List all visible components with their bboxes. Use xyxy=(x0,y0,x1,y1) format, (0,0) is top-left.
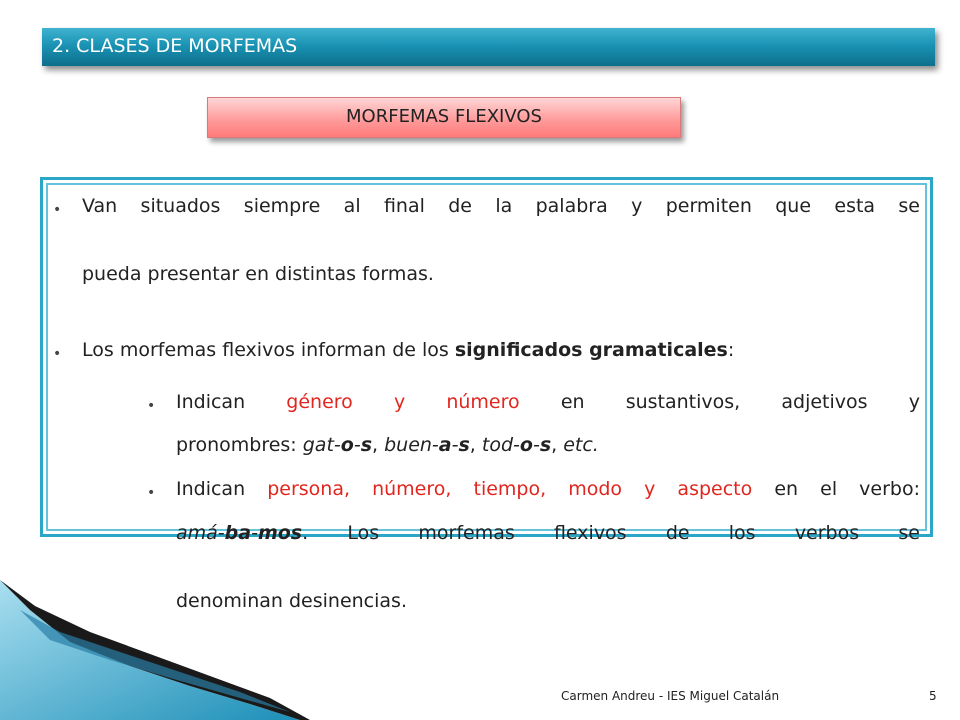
sub-bullet-2-line-3: denominan desinencias. xyxy=(176,590,407,612)
example-morpheme: s xyxy=(539,434,552,456)
bullet-2-bold: significados gramaticales xyxy=(454,339,728,361)
period: . xyxy=(302,522,309,544)
sub-bullet-dot: • xyxy=(147,485,156,501)
bullet-2 xyxy=(82,339,920,361)
word-red: número xyxy=(446,391,520,413)
example-part: - xyxy=(532,434,540,456)
bullet-2-text: Los morfemas flexivos informan de los xyxy=(82,339,455,361)
bullet-dot: • xyxy=(53,346,62,362)
section-title: MORFEMAS FLEXIVOS xyxy=(346,106,542,127)
prefix: pronombres: xyxy=(176,434,303,456)
word: y xyxy=(908,391,920,413)
word: los xyxy=(728,522,756,544)
bullet-1-line-2: pueda presentar en distintas formas. xyxy=(82,263,434,285)
word-red: y xyxy=(393,391,406,413)
word: morfemas xyxy=(418,522,515,544)
example-part: buen- xyxy=(384,434,439,456)
sub-bullet-1-line-2 xyxy=(176,434,920,456)
header-bar xyxy=(42,28,935,66)
sub-bullet-dot: • xyxy=(147,398,156,414)
footer-author: Carmen Andreu - IES Miguel Catalán xyxy=(561,689,780,703)
example-morpheme: mos xyxy=(257,522,303,544)
separator: , xyxy=(551,434,564,456)
example-morpheme: s xyxy=(360,434,372,456)
word: flexivos xyxy=(553,522,627,544)
verb-example xyxy=(176,522,308,544)
example-part: - xyxy=(251,522,258,544)
word-red: género xyxy=(286,391,353,413)
page-number: 5 xyxy=(929,689,937,703)
bullet-2-colon: : xyxy=(727,339,735,361)
page-title: 2. CLASES DE MORFEMAS xyxy=(52,35,298,57)
word: en xyxy=(560,391,585,413)
section-title-box xyxy=(207,97,681,138)
separator: , xyxy=(469,434,482,456)
word: se xyxy=(898,522,920,544)
example-morpheme: o xyxy=(340,434,354,456)
example-morpheme: s xyxy=(458,434,470,456)
tail: en el verbo: xyxy=(752,478,921,500)
bullet-dot: • xyxy=(53,202,62,218)
sub-bullet-2-line-2 xyxy=(176,522,920,544)
word: de xyxy=(665,522,690,544)
sub-bullet-2-line-1 xyxy=(176,478,920,500)
word: Indican xyxy=(176,391,246,413)
red-highlight: persona, número, tiempo, modo y aspecto xyxy=(267,478,753,500)
example-etc: etc. xyxy=(563,434,599,456)
word: Los xyxy=(347,522,380,544)
separator: , xyxy=(372,434,385,456)
example-part: - xyxy=(451,434,459,456)
example-part: - xyxy=(353,434,361,456)
example-part: tod- xyxy=(481,434,520,456)
example-morpheme: a xyxy=(438,434,452,456)
intro: Indican xyxy=(176,478,268,500)
word: verbos xyxy=(794,522,860,544)
example-morpheme: ba xyxy=(224,522,252,544)
example-morpheme: o xyxy=(519,434,533,456)
word: sustantivos, xyxy=(625,391,741,413)
sub-bullet-1-line-1 xyxy=(176,391,920,413)
example-part: amá- xyxy=(176,522,225,544)
example-part: gat- xyxy=(302,434,341,456)
bullet-1-line-1: Van situados siempre al final de la palabra y permiten que esta se xyxy=(82,195,920,217)
word: adjetivos xyxy=(781,391,868,413)
